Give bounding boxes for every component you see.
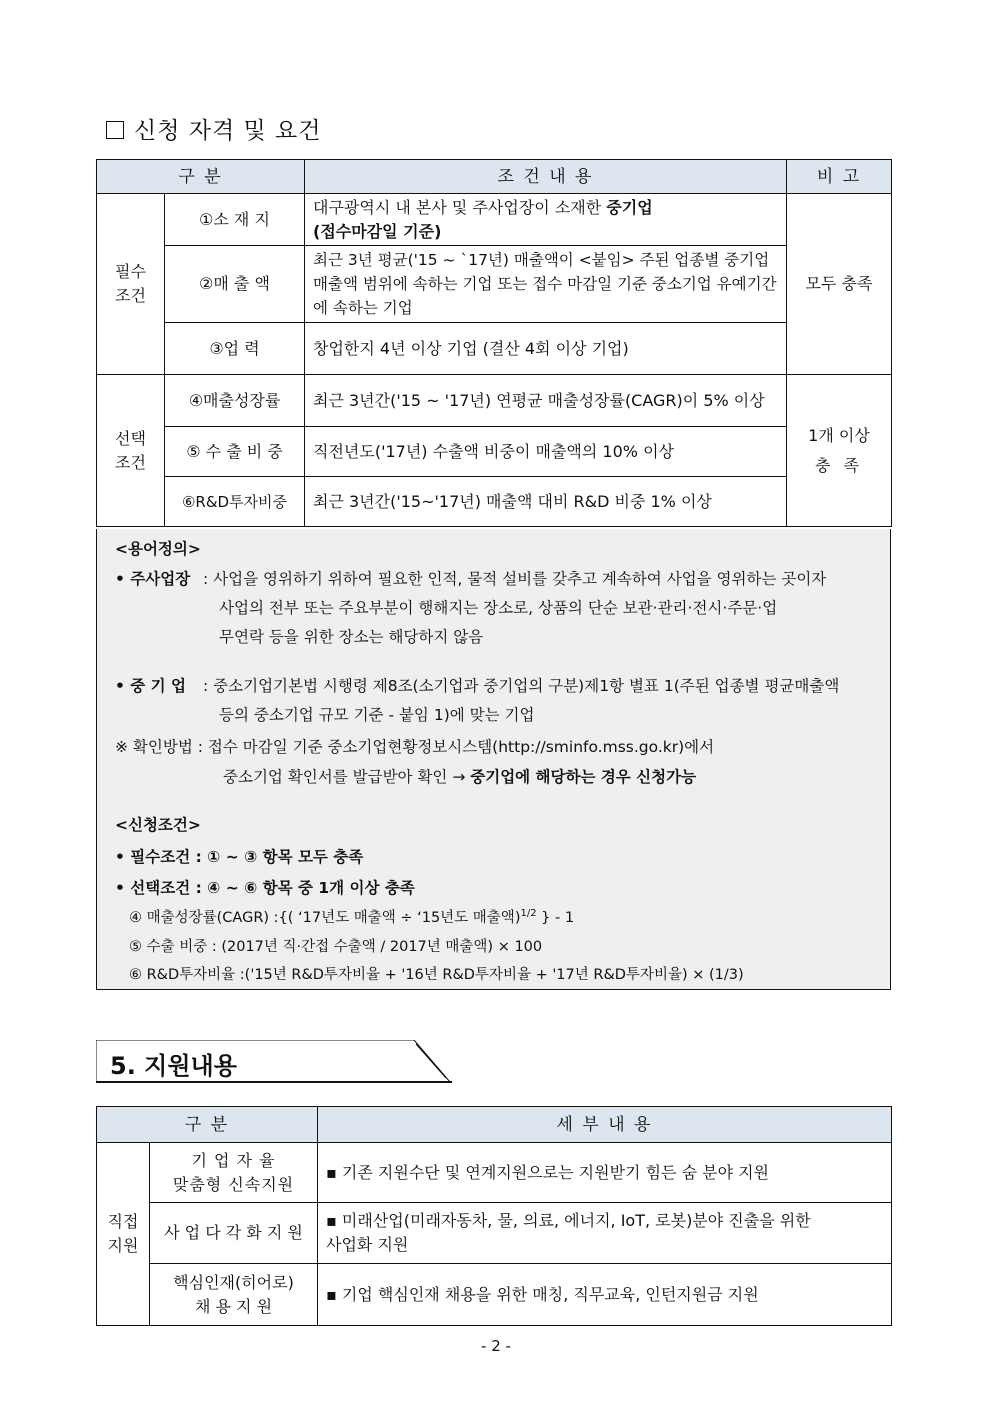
conditions-heading: <신청조건>: [115, 816, 201, 834]
term-text: 사업의 전부 또는 주요부분이 행해지는 장소로, 상품의 단순 보관·관리·전시·주문·업: [219, 599, 778, 617]
group-required: 필수 조건: [97, 194, 165, 375]
row-content: 창업한지 4년 이상 기업 (결산 4회 이상 기업): [305, 323, 787, 375]
support-title: 5. 지원내용: [110, 1052, 237, 1080]
support-content: ▪ 기존 지원수단 및 연계지원으로는 지원받기 힘든 숨 분야 지원: [318, 1143, 892, 1203]
term-text: : 중소기업기본법 시행령 제8조(소기업과 중기업의 구분)제1항 별표 1(주된 업종별 평균매출액: [203, 677, 840, 695]
check-method: ※ 확인방법 : 접수 마감일 기준 중소기업현황정보시스템(http://sminfo.mss.go.kr)에서: [115, 738, 715, 756]
support-table: [96, 1106, 892, 1326]
term-text: 등의 중소기업 규모 기준 - 붙임 1)에 맞는 기업: [219, 706, 535, 724]
checkbox-square-icon: [106, 121, 124, 139]
support-label: 기 업 자 율 맞춤형 신속지원: [150, 1143, 318, 1203]
note-optional: 1개 이상 충 족: [787, 375, 892, 527]
check-method: 중소기업 확인서를 발급받아 확인 → 중기업에 해당하는 경우 신청가능: [223, 768, 697, 786]
header-details: 세 부 내 용: [318, 1107, 892, 1143]
row-content: 직전년도('17년) 수출액 비중이 매출액의 10% 이상: [305, 427, 787, 477]
row-label: ⑤ 수 출 비 중: [165, 427, 305, 477]
page-number: - 2 -: [481, 1337, 511, 1355]
notes-box: [96, 529, 891, 990]
row-content: 최근 3년 평균('15 ~ `17년) 매출액이 <붙임> 주된 업종별 중기업 매출액 범위에 속하는 기업 또는 접수 마감일 기준 중소기업 유예기간에 속하는 기업: [305, 246, 787, 323]
requirements-table: [96, 159, 892, 527]
note-all: 모두 충족: [787, 194, 892, 375]
formula-export: ⑤ 수출 비중 : (2017년 직·간접 수출액 / 2017년 매출액) × 100: [129, 939, 543, 955]
row-content: 최근 3년간('15~'17년) 매출액 대비 R&D 비중 1% 이상: [305, 477, 787, 527]
formula-cagr: ④ 매출성장률(CAGR) :{( ‘17년도 매출액 ÷ ‘15년도 매출액)$^{1/2}$ } - 1: [129, 908, 575, 926]
support-label: 핵심인재(히어로) 채 용 지 원: [150, 1264, 318, 1326]
definitions-heading: <용어정의>: [115, 540, 201, 558]
group-direct: 직접 지원: [97, 1143, 150, 1326]
row-label: ⑥R&D투자비중: [165, 477, 305, 527]
row-label: ③업 력: [165, 323, 305, 375]
row-label: ①소 재 지: [165, 194, 305, 246]
support-content: ▪ 미래산업(미래자동차, 물, 의료, 에너지, IoT, 로봇)분야 진출을 위한 사업화 지원: [318, 1203, 892, 1264]
term-label: • 중 기 업: [115, 677, 187, 695]
row-content: 최근 3년간('15 ~ '17년) 연평균 매출성장률(CAGR)이 5% 이상: [305, 375, 787, 427]
condition-required: • 필수조건 : ① ~ ③ 항목 모두 충족: [115, 848, 364, 866]
header-category: 구 분: [97, 160, 305, 194]
term-label: • 주사업장: [115, 570, 191, 588]
header-remarks: 비 고: [787, 160, 892, 194]
support-content: ▪ 기업 핵심인재 채용을 위한 매칭, 직무교육, 인턴지원금 지원: [318, 1264, 892, 1326]
group-optional: 선택 조건: [97, 375, 165, 527]
row-content: 대구광역시 내 본사 및 주사업장이 소재한 중기업 (접수마감일 기준): [305, 194, 787, 246]
row-label: ④매출성장률: [165, 375, 305, 427]
header-conditions: 조 건 내 용: [305, 160, 787, 194]
condition-optional: • 선택조건 : ④ ~ ⑥ 항목 중 1개 이상 충족: [115, 879, 415, 897]
term-text: 무연락 등을 위한 장소는 해당하지 않음: [219, 628, 484, 646]
term-text: : 사업을 영위하기 위하여 필요한 인적, 물적 설비를 갖추고 계속하여 사업을 영위하는 곳이자: [203, 570, 827, 588]
support-label: 사 업 다 각 화 지 원: [150, 1203, 318, 1264]
section-title: 신청 자격 및 요건: [106, 112, 321, 145]
formula-rnd: ⑥ R&D투자비율 :('15년 R&D투자비율 + '16년 R&D투자비율 + '17년 R&D투자비율) × (1/3): [129, 967, 744, 983]
row-label: ②매 출 액: [165, 246, 305, 323]
header-category: 구 분: [97, 1107, 318, 1143]
